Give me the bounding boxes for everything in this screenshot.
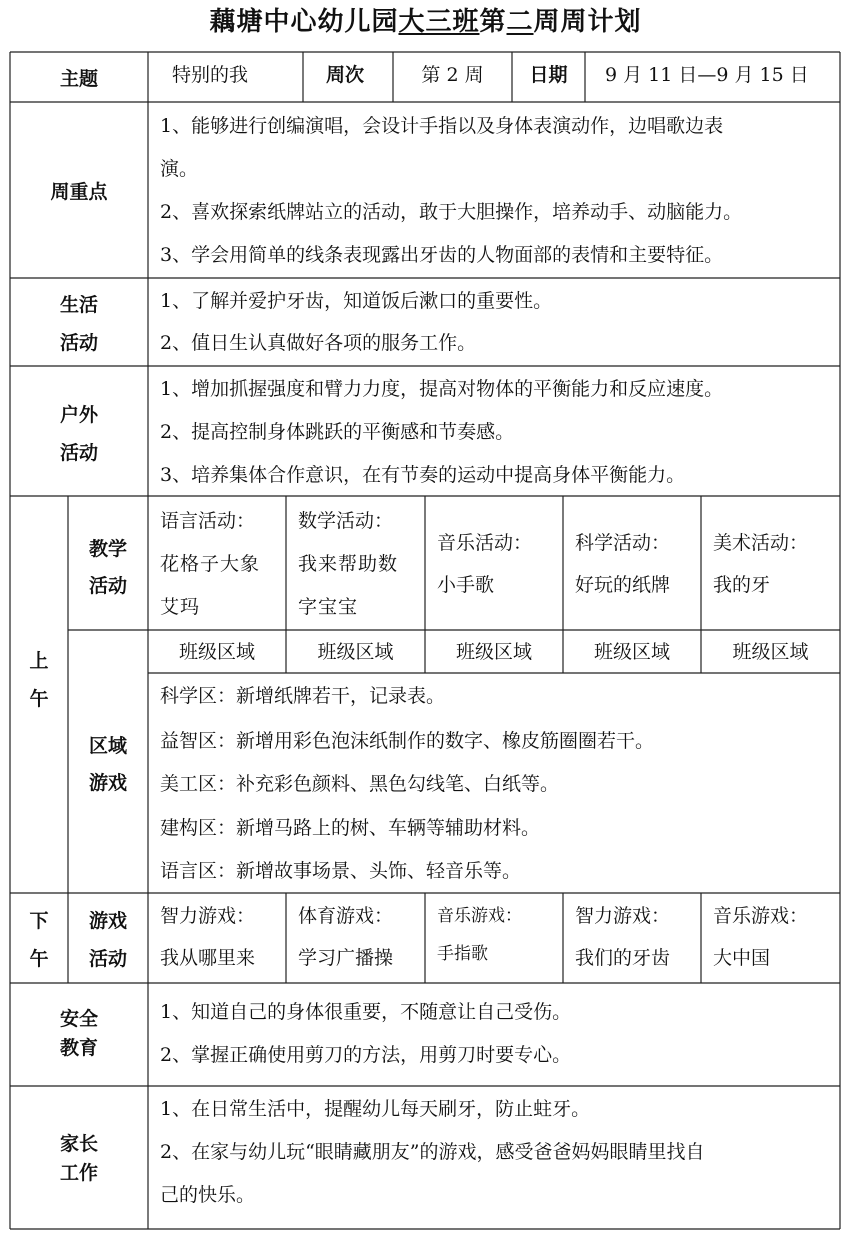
game-2-type: 体育游戏： — [298, 905, 394, 927]
safety-label-2: 教育 — [59, 1037, 98, 1059]
teaching-2-name-cont: 字宝宝 — [298, 596, 359, 618]
game-4-name: 我们的牙齿 — [575, 947, 671, 969]
game-1-name: 我从哪里来 — [160, 947, 256, 969]
game-4-type: 智力游戏： — [575, 905, 671, 927]
teaching-label-2: 活动 — [88, 575, 127, 597]
afternoon-label-2: 午 — [29, 948, 49, 970]
life-line-2: 2、值日生认真做好各项的服务工作。 — [160, 332, 477, 354]
life-label-2: 活动 — [59, 332, 98, 354]
focus-label: 周重点 — [50, 181, 108, 203]
focus-line-3: 2、喜欢探索纸牌站立的活动，敢于大胆操作，培养动手、动脑能力。 — [160, 201, 743, 223]
area-header-2: 班级区域 — [317, 641, 394, 663]
date-value: 9 月 11 日—9 月 15 日 — [605, 64, 809, 86]
game-2-name: 学习广播操 — [298, 947, 394, 969]
week-number-cn: 二 — [506, 7, 534, 37]
game-1-type: 智力游戏： — [160, 905, 256, 927]
date-label: 日期 — [529, 64, 568, 86]
afternoon-label-1: 下 — [29, 910, 49, 932]
outdoor-line-1: 1、增加抓握强度和臂力力度，提高对物体的平衡能力和反应速度。 — [160, 378, 724, 400]
morning-label-2: 午 — [29, 688, 49, 710]
area-line-3: 美工区：补充彩色颜料、黑色勾线笔、白纸等。 — [160, 773, 560, 795]
teaching-5-name: 我的牙 — [713, 574, 771, 596]
class-name: 大三班 — [398, 7, 480, 37]
teaching-label-1: 教学 — [88, 538, 127, 560]
teaching-1-name-cont: 艾玛 — [160, 596, 201, 618]
teaching-1-name: 花格子大象 — [160, 553, 261, 575]
area-line-5: 语言区：新增故事场景、头饰、轻音乐等。 — [160, 860, 522, 882]
parents-line-1: 1、在日常生活中，提醒幼儿每天刷牙，防止蛀牙。 — [160, 1098, 591, 1120]
parents-line-2: 2、在家与幼儿玩“眼睛藏朋友”的游戏，感受爸爸妈妈眼睛里找自 — [160, 1141, 705, 1163]
focus-line-2: 演。 — [160, 158, 199, 180]
life-label-1: 生活 — [59, 294, 98, 316]
theme-label: 主题 — [59, 68, 98, 90]
teaching-4-type: 科学活动： — [575, 532, 671, 554]
game-label-1: 游戏 — [88, 910, 127, 932]
safety-line-2: 2、掌握正确使用剪刀的方法，用剪刀时要专心。 — [160, 1044, 572, 1066]
focus-line-1: 1、能够进行创编演唱，会设计手指以及身体表演动作，边唱歌边表 — [160, 115, 724, 137]
safety-line-1: 1、知道自己的身体很重要，不随意让自己受伤。 — [160, 1001, 572, 1023]
teaching-2-name: 我来帮助数 — [298, 553, 399, 575]
game-5-type: 音乐游戏： — [713, 905, 809, 927]
outdoor-line-3: 3、培养集体合作意识，在有节奏的运动中提高身体平衡能力。 — [160, 464, 686, 486]
game-5-name: 大中国 — [713, 947, 771, 969]
area-header-4: 班级区域 — [593, 641, 670, 663]
area-header-5: 班级区域 — [732, 641, 809, 663]
week-label: 周次 — [326, 64, 365, 86]
outdoor-label-1: 户外 — [59, 404, 98, 426]
teaching-4-name: 好玩的纸牌 — [575, 574, 671, 596]
safety-label-1: 安全 — [59, 1008, 98, 1030]
area-line-2: 益智区：新增用彩色泡沫纸制作的数字、橡皮筋圈圈若干。 — [160, 730, 655, 752]
area-label-1: 区域 — [88, 735, 127, 757]
teaching-1-type: 语言活动： — [160, 510, 256, 532]
area-line-4: 建构区：新增马路上的树、车辆等辅助材料。 — [160, 817, 541, 839]
game-3-name: 手指歌 — [437, 944, 488, 964]
game-label-2: 活动 — [88, 948, 127, 970]
outdoor-line-2: 2、提高控制身体跳跃的平衡感和节奏感。 — [160, 421, 515, 443]
life-line-1: 1、了解并爱护牙齿，知道饭后漱口的重要性。 — [160, 290, 553, 312]
week-value: 第 2 周 — [421, 64, 484, 86]
teaching-2-type: 数学活动： — [298, 510, 394, 532]
morning-label-1: 上 — [29, 650, 49, 672]
parents-label-1: 家长 — [59, 1133, 98, 1155]
focus-line-4: 3、学会用简单的线条表现露出牙齿的人物面部的表情和主要特征。 — [160, 244, 724, 266]
area-header-1: 班级区域 — [178, 641, 255, 663]
page-title: 藕塘中心幼儿园大三班第二周周计划 — [209, 7, 642, 37]
theme-value: 特别的我 — [172, 64, 249, 86]
outdoor-label-2: 活动 — [59, 442, 98, 464]
parents-label-2: 工作 — [59, 1162, 98, 1184]
game-3-type: 音乐游戏： — [437, 906, 522, 926]
parents-line-3: 己的快乐。 — [160, 1184, 256, 1206]
area-header-3: 班级区域 — [455, 641, 532, 663]
area-line-1: 科学区：新增纸牌若干，记录表。 — [160, 685, 446, 707]
area-label-2: 游戏 — [88, 772, 127, 794]
teaching-5-type: 美术活动： — [713, 532, 809, 554]
teaching-3-type: 音乐活动： — [437, 532, 533, 554]
teaching-3-name: 小手歌 — [437, 574, 495, 596]
